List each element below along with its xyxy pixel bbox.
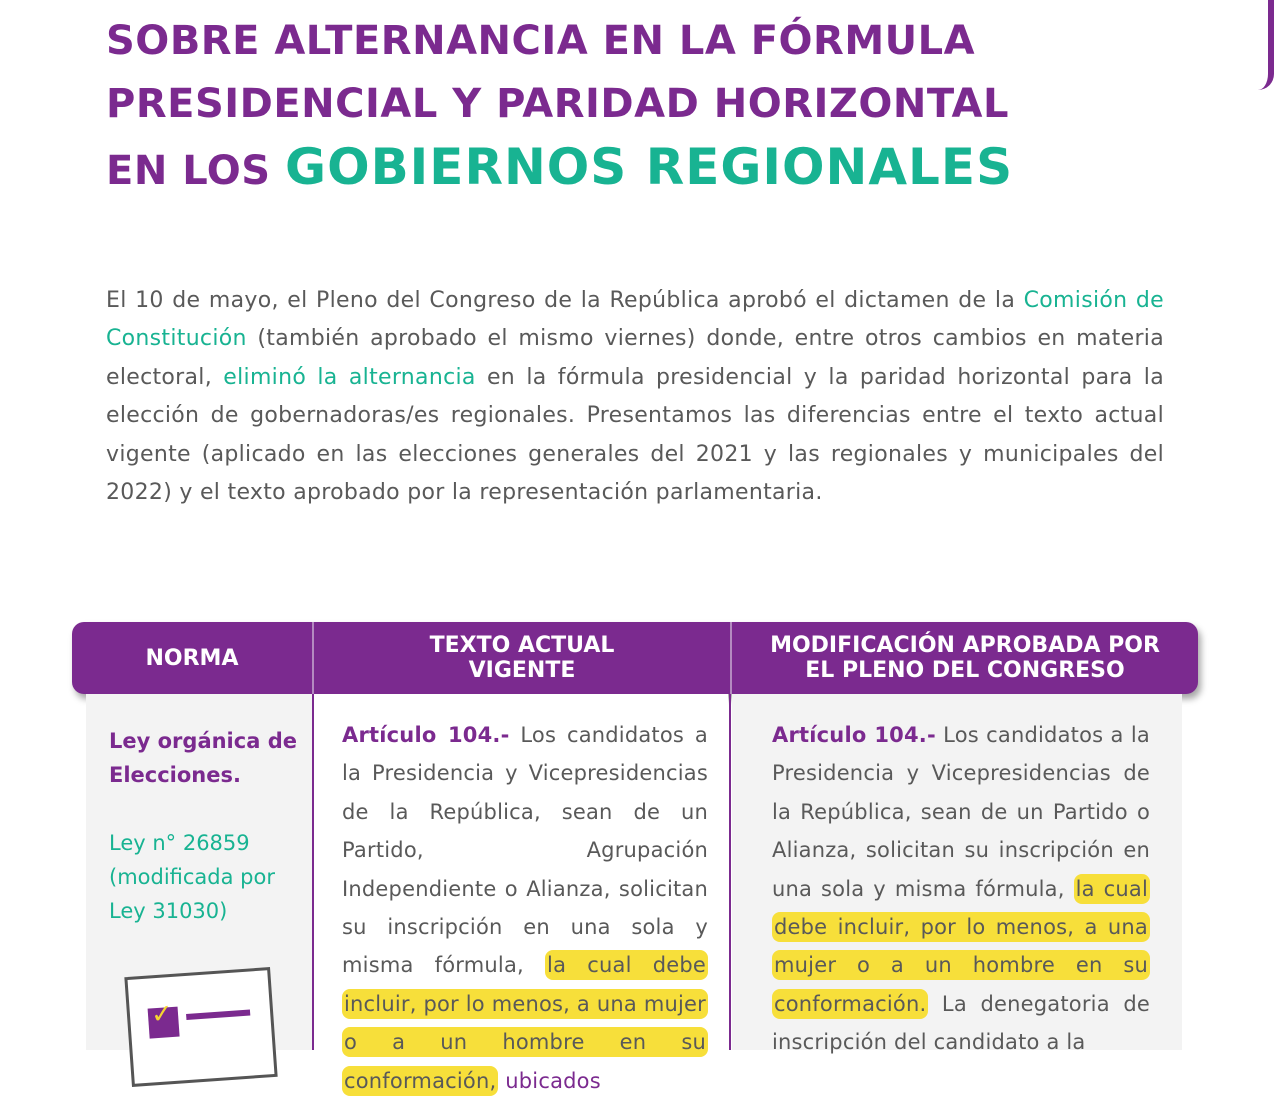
articulo-mod-tail: La denegatoria de inscripción del candidato a la: [772, 991, 1150, 1055]
norma-title: Ley orgánica de Elecciones.: [109, 729, 297, 787]
norma-law-reference: Ley n° 26859 (modificada por Ley 31030): [109, 831, 275, 923]
articulo-actual-ubicados: ubicados: [505, 1068, 601, 1093]
title-line-1: SOBRE ALTERNANCIA EN LA FÓRMULA: [106, 18, 976, 64]
comparison-table-header: [72, 622, 1198, 694]
column-divider-2: [729, 694, 731, 1050]
checkmark-icon: ✓: [150, 998, 174, 1031]
checklist-line: [186, 1010, 250, 1020]
articulo-actual-highlight: la cual debe incluir, por lo menos, a una mujer o a un hombre en su conformación,: [342, 950, 708, 1095]
title-prefix: EN LOS: [106, 148, 286, 194]
header-texto-actual: [312, 622, 730, 694]
title-line-2: PRESIDENCIAL Y PARIDAD HORIZONTAL: [106, 81, 1009, 127]
comision-link[interactable]: Comisión de Constitución: [106, 288, 1164, 352]
alternancia-link[interactable]: eliminó la alternancia: [223, 364, 476, 390]
articulo-mod-label: Artículo 104.-: [772, 723, 936, 747]
intro-part-2: (también aprobado el mismo viernes) donde, entre otros cambios en materia electoral,: [106, 326, 1164, 390]
checkbox-icon: [148, 998, 180, 1039]
header-modificacion: [730, 622, 1198, 694]
corner-decoration: [1258, 0, 1274, 90]
intro-part-3: en la fórmula presidencial y la paridad horizontal para la elección de gobernadoras/es regionales. Presentamos las diferencias entre el texto actual vigente (aplicado en las elecciones generales del 2021 y las regionales y municipales del 2022) y el texto aprobado por la representación parlamentaria.: [106, 364, 1164, 506]
title-accent: GOBIERNOS REGIONALES: [285, 138, 1014, 196]
articulo-actual-body: Los candidatos a la Presidencia y Vicepresidencias de la República, sean de un Partido, Agrupación Independiente o Alianza, solicitan su inscripción en una sola y misma fórmula,: [342, 723, 708, 978]
column-divider-1: [312, 694, 314, 1050]
articulo-modificado-text: [772, 716, 1150, 1062]
articulo-mod-body: Los candidatos a la Presidencia y Vicepresidencias de la República, sean de un Partido o Alianza, solicitan su inscripción en una sola y misma fórmula,: [772, 723, 1150, 901]
intro-paragraph: [106, 282, 1164, 512]
header-modificacion-label: MODIFICACIÓN APROBADA POR EL PLENO DEL CONGRESO: [770, 633, 1160, 683]
articulo-mod-highlight: la cual debe incluir, por lo menos, a una mujer o a un hombre en su conformación.: [772, 874, 1150, 1019]
header-norma: NORMA: [145, 645, 239, 671]
header-texto-actual-label: TEXTO ACTUAL VIGENTE: [429, 633, 615, 683]
articulo-actual-label: Artículo 104.-: [342, 723, 510, 747]
title-line-3: [106, 136, 1206, 203]
page-title: [106, 10, 1206, 203]
checklist-icon: [124, 967, 277, 1087]
intro-part-1: El 10 de mayo, el Pleno del Congreso de la República aprobó el dictamen de la: [106, 288, 1024, 313]
articulo-actual-text: [342, 716, 708, 1100]
